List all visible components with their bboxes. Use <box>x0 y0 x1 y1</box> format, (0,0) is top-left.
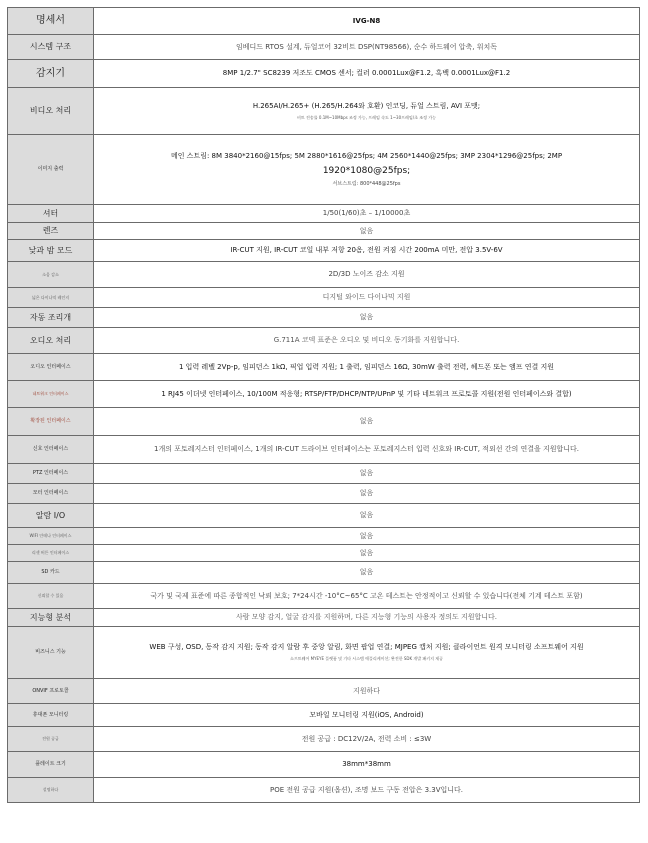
row-value: 없음 <box>94 408 640 436</box>
row-label: PTZ 인터페이스 <box>8 464 94 484</box>
row-value-group <box>94 88 640 135</box>
row-label: 신뢰할 수 있음 <box>8 584 94 609</box>
row-value: IR-CUT 지원, IR-CUT 코일 내부 저항 20옴, 전원 켜짐 시간 200mA 미만, 전압 3.5V-6V <box>94 240 640 262</box>
table-row <box>8 484 640 504</box>
row-value: 없음 <box>94 562 640 584</box>
table-row <box>8 545 640 562</box>
table-row <box>8 328 640 354</box>
spec-sheet <box>7 7 639 803</box>
table-row <box>8 408 640 436</box>
row-label: WIFI 안테나 인터페이스 <box>8 528 94 545</box>
row-value: 없음 <box>94 504 640 528</box>
row-value: 1개의 포토레지스터 인터페이스, 1개의 IR-CUT 드라이브 인터페이스는 포토레지스터 입력 신호와 IR-CUT, 적외선 간의 연결을 지원합니다. <box>94 436 640 464</box>
row-label: 신호 인터페이스 <box>8 436 94 464</box>
table-row <box>8 88 640 135</box>
row-value: 전원 공급 : DC12V/2A, 전력 소비 : ≤3W <box>94 727 640 752</box>
row-value: 없음 <box>94 223 640 240</box>
table-row <box>8 528 640 545</box>
row-value: 없음 <box>94 484 640 504</box>
row-value: 국가 및 국제 표준에 따른 종합적인 낙뢰 보호; 7*24시간 -10°C~65°C 고온 테스트는 안정적이고 신뢰할 수 있습니다(전체 기계 테스트 포함) <box>94 584 640 609</box>
row-value-group <box>94 135 640 205</box>
row-label: 낮과 밤 모드 <box>8 240 94 262</box>
table-row <box>8 609 640 627</box>
spec-table <box>7 7 640 803</box>
row-label: ONVIF 프로토콜 <box>8 679 94 704</box>
row-label: 시스템 구조 <box>8 35 94 60</box>
table-row <box>8 354 640 381</box>
row-note: 소프트웨어 MYEYE 플랫폼 및 기타 시스템 애플리케이션; 완전한 SDK 개발 패키지 제공 <box>290 656 443 661</box>
row-label: 감지기 <box>8 60 94 88</box>
table-row <box>8 262 640 288</box>
row-label: 넓은 다이나믹 레인지 <box>8 288 94 308</box>
row-label: 리셋 버튼 인터페이스 <box>8 545 94 562</box>
table-row <box>8 627 640 679</box>
row-value: 38mm*38mm <box>94 752 640 778</box>
table-row <box>8 436 640 464</box>
row-value: H.265AI/H.265+ (H.265/H.264와 호환) 인코딩, 듀얼 스트림, AVI 포맷; <box>252 101 481 110</box>
row-label: 셔터 <box>8 205 94 223</box>
row-value: G.711A 코덱 표준은 오디오 및 비디오 동기화를 지원합니다. <box>94 328 640 354</box>
row-note: 비트 전송률 0.1M~10Mbps 조정 가능, 프레임 속도 1~30프레임/초 조정 가능 <box>297 114 436 120</box>
row-value-group <box>94 627 640 679</box>
row-label: 휴대폰 모니터링 <box>8 704 94 727</box>
table-row <box>8 778 640 803</box>
table-row <box>8 679 640 704</box>
table-row <box>8 504 640 528</box>
row-value: 사람 모양 감지, 얼굴 감지를 지원하며, 다른 지능형 기능의 사용자 정의도 지원합니다. <box>94 609 640 627</box>
row-value: 지원하다 <box>94 679 640 704</box>
row-label: 확장된 인터페이스 <box>8 408 94 436</box>
row-label: 렌즈 <box>8 223 94 240</box>
row-value: 없음 <box>94 464 640 484</box>
table-row <box>8 464 640 484</box>
row-label: 전원 공급 <box>8 727 94 752</box>
table-row <box>8 35 640 60</box>
row-label: 모터 인터페이스 <box>8 484 94 504</box>
table-row <box>8 381 640 408</box>
row-value: 없음 <box>94 545 640 562</box>
row-value: 1 RJ45 이더넷 인터페이스, 10/100M 적응형; RTSP/FTP/DHCP/NTP/UPnP 및 기타 네트워크 프로토콜 지원(전원 인터페이스와 결합) <box>94 381 640 408</box>
table-row <box>8 704 640 727</box>
row-label: 자동 조리개 <box>8 308 94 328</box>
row-value: 없음 <box>94 528 640 545</box>
row-value: POE 전원 공급 지원(옵션), 조명 보드 구동 전압은 3.3V입니다. <box>94 778 640 803</box>
table-row <box>8 205 640 223</box>
row-value: 모바일 모니터링 지원(iOS, Android) <box>94 704 640 727</box>
row-label: 네트워크 인터페이스 <box>8 381 94 408</box>
table-row <box>8 8 640 35</box>
row-value: WEB 구성, OSD, 동작 감지 지원; 동작 감지 알람 후 중앙 알림, 화면 팝업 연결; MJPEG 캡처 지원; 클라이언트 원격 모니터링 소프트웨어 지원 <box>149 643 584 651</box>
table-row <box>8 584 640 609</box>
row-value-cont: 1920*1080@25fps; <box>322 165 411 176</box>
row-label: 플레이트 크기 <box>8 752 94 778</box>
row-label: 명세서 <box>8 8 94 35</box>
table-row <box>8 135 640 205</box>
row-label: 비즈니스 기능 <box>8 627 94 679</box>
table-row <box>8 60 640 88</box>
row-value: 1 입력 레벨 2Vp-p, 임피던스 1kΩ, 픽업 입력 지원; 1 출력, 임피던스 16Ω, 30mW 출력 전력, 헤드폰 또는 앰프 연결 지원 <box>94 354 640 381</box>
row-label: SD 카드 <box>8 562 94 584</box>
row-value: 디지털 와이드 다이나믹 지원 <box>94 288 640 308</box>
table-row <box>8 727 640 752</box>
table-row <box>8 240 640 262</box>
row-value: 1/50(1/60)초 – 1/10000초 <box>94 205 640 223</box>
row-value: 8MP 1/2.7" SC8239 저조도 CMOS 센서; 컬러 0.0001Lux@F1.2, 흑백 0.0001Lux@F1.2 <box>94 60 640 88</box>
row-value-sub: 서브스트림: 800*448@25fps <box>332 180 401 187</box>
table-row <box>8 752 640 778</box>
row-label: 설명하다 <box>8 778 94 803</box>
row-label: 소음 감소 <box>8 262 94 288</box>
row-value: 2D/3D 노이즈 감소 지원 <box>94 262 640 288</box>
model-name: IVG-N8 <box>94 8 640 35</box>
row-label: 지능형 분석 <box>8 609 94 627</box>
table-row <box>8 308 640 328</box>
row-label: 오디오 인터페이스 <box>8 354 94 381</box>
row-value: 임베디드 RTOS 설계, 듀얼코어 32비트 DSP(NT98566), 순수 하드웨어 압축, 워치독 <box>94 35 640 60</box>
row-value: 없음 <box>94 308 640 328</box>
table-row <box>8 223 640 240</box>
row-label: 오디오 처리 <box>8 328 94 354</box>
row-label: 알람 I/O <box>8 504 94 528</box>
table-row <box>8 562 640 584</box>
row-value: 메인 스트림: 8M 3840*2160@15fps; 5M 2880*1616@25fps; 4M 2560*1440@25fps; 3MP 2304*1296@25fps; 2MP <box>170 151 563 160</box>
row-label: 이미지 출력 <box>8 135 94 205</box>
row-label: 비디오 처리 <box>8 88 94 135</box>
table-row <box>8 288 640 308</box>
